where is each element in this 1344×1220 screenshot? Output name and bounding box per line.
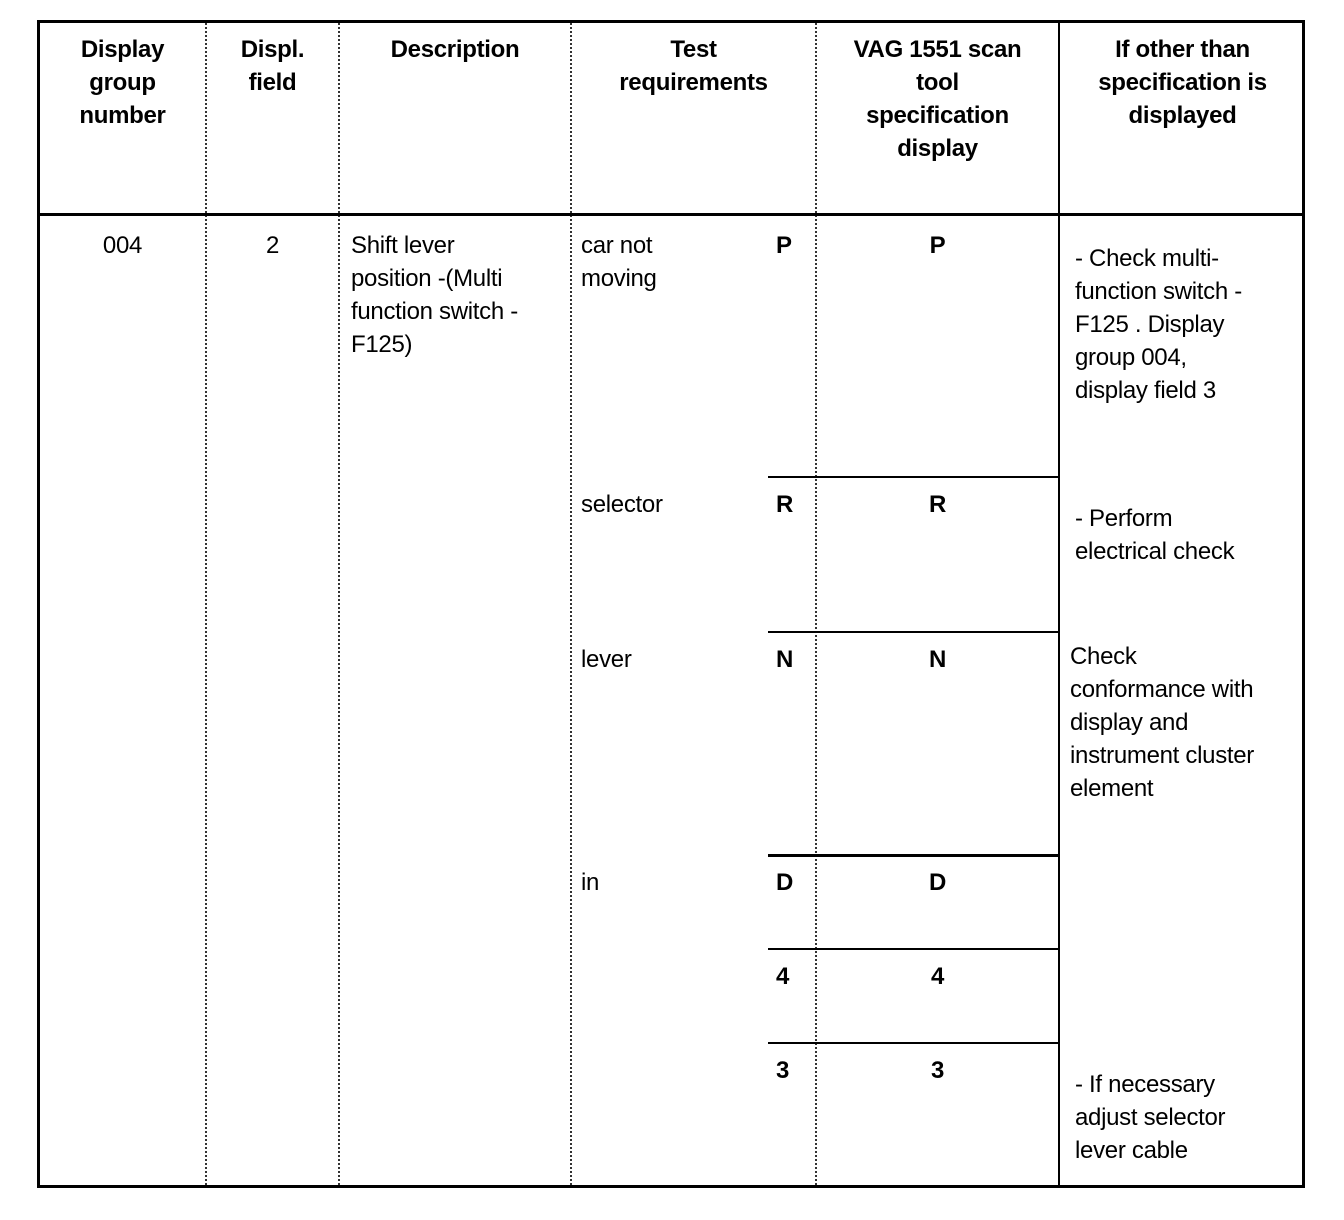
remedy-adjust-cable: - If necessary adjust selector lever cable: [1075, 1071, 1226, 1164]
column-divider: [205, 23, 207, 1185]
remedy-conformance: Check conformance with display and instrument cluster element: [1070, 643, 1254, 802]
header-if-other: If other than specification is displayed: [1098, 36, 1267, 129]
spec-value: 3: [930, 1057, 945, 1084]
position-letter: 3: [776, 1057, 790, 1084]
position-letter: R: [776, 491, 794, 518]
condition-label: car not moving: [581, 232, 657, 292]
condition-label: lever: [581, 646, 632, 673]
header-display-group: Display group number: [79, 36, 166, 129]
row-divider: [768, 948, 1060, 950]
description-text: Shift lever position -(Multi function switch - F125): [351, 232, 518, 358]
condition-label: in: [581, 869, 600, 896]
position-letter: N: [776, 646, 794, 673]
header-spec-display: VAG 1551 scan tool specification display: [853, 36, 1022, 162]
column-divider: [815, 23, 817, 1185]
position-letter: P: [776, 232, 792, 259]
row-divider: [768, 476, 1060, 478]
specification-table: [37, 20, 1305, 1188]
displ-field-value: 2: [265, 232, 280, 259]
header-test-requirements: Test requirements: [619, 36, 768, 96]
display-group-value: 004: [102, 232, 143, 259]
position-letter: D: [776, 869, 794, 896]
spec-value: D: [928, 869, 947, 896]
spec-value: N: [928, 646, 947, 673]
position-letter: 4: [776, 963, 790, 990]
header-divider: [40, 213, 1302, 216]
condition-label: selector: [581, 491, 663, 518]
row-divider: [768, 854, 1060, 857]
remedy-check-switch: - Check multi- function switch - F125 . Display group 004, display field 3: [1075, 245, 1242, 404]
spec-value: R: [928, 491, 947, 518]
column-divider: [570, 23, 572, 1185]
row-divider: [768, 1042, 1060, 1044]
spec-value: P: [929, 232, 946, 259]
row-divider: [768, 631, 1060, 633]
remedy-electrical-check: - Perform electrical check: [1075, 505, 1235, 565]
header-description: Description: [390, 36, 520, 63]
header-displ-field: Displ. field: [240, 36, 305, 96]
column-divider: [1058, 23, 1060, 1185]
spec-value: 4: [930, 963, 945, 990]
column-divider: [338, 23, 340, 1185]
